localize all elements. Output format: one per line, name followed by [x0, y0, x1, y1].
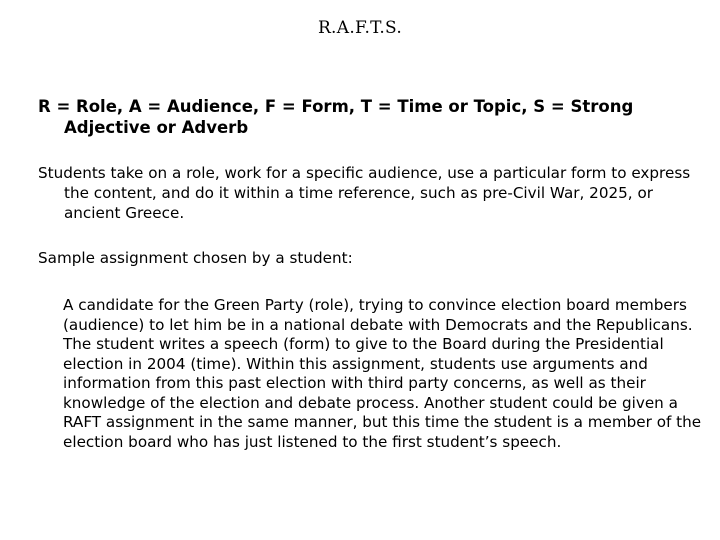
slide-title: R.A.F.T.S. [317, 18, 403, 38]
intro-paragraph: Students take on a role, work for a specific audience, use a particular form to express the content, and do it within a time reference, such as pre-Civil War, 2025, or ancient Greece. [38, 164, 691, 222]
sample-assignment-label: Sample assignment chosen by a student: [38, 249, 353, 267]
sample-assignment-text: A candidate for the Green Party (role), trying to convince election board members (audience) to let him be in a national debate with Democrats and the Republicans. The student writes a speech (form) to give to the Board during the Presidential election in 2004 (time). Within this assignment, students use arguments and information from this past election with third party concerns, as well as their knowledge of the election and debate process. Another student could be given a RAFT assignment in the same manner, but this time the student is a member of the election board who has just listened to the first student’s speech. [63, 296, 702, 451]
rafts-definition-heading: R = Role, A = Audience, F = Form, T = Time or Topic, S = Strong Adjective or Adverb [38, 97, 634, 137]
